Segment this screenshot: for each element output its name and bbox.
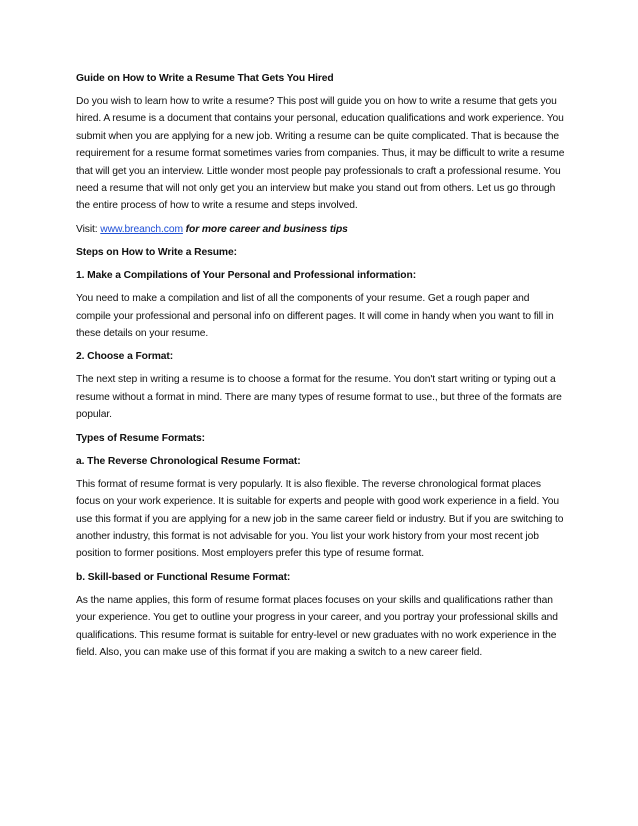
typeA-heading: a. The Reverse Chronological Resume Format: [76,455,301,467]
document-page [76,70,566,667]
visit-prefix: Visit: [76,223,101,235]
visit-line [76,221,566,238]
types-heading: Types of Resume Formats: [76,432,206,444]
step1-heading: 1. Make a Compilations of Your Personal and Professional information: [76,270,417,282]
steps-heading: Steps on How to Write a Resume: [76,247,237,259]
step2-paragraph: The next step in writing a resume is to choose a format for the resume. You don't start writing or typing out a resume without a format in mind. There are many types of resume format to use., but three of the formats are popular. [76,374,562,421]
typeB-paragraph: As the name applies, this form of resume format places focuses on your skills and qualifications rather than your experience. You get to outline your progress in your career, and you portray your professional skills and qualifications. This resume format is suitable for entry-level or new graduates with no work experience in the field. Also, you can make use of this format if you are making a switch to a new career field. [76,594,558,658]
document-title: Guide on How to Write a Resume That Gets You Hired [76,73,334,84]
visit-link[interactable]: www.breanch.com [100,223,183,235]
step1-paragraph: You need to make a compilation and list of all the components of your resume. Get a rough paper and compile your professional and personal info on different pages. It will come in handy when you want to fill in these details on your resume. [76,293,554,340]
step2-heading: 2. Choose a Format: [76,351,174,363]
visit-suffix: for more career and business tips [182,223,348,235]
typeA-paragraph: This format of resume format is very popularly. It is also flexible. The reverse chronological format places focus on your work experience. It is suitable for experts and people with good work experience in a field. You use this format if you are applying for a new job in the same career field or industry. But if you are switching to another industry, this format is not advisable for you. You list your work history from your most recent job position to former positions. Most employers prefer this type of resume format. [76,478,564,560]
intro-paragraph: Do you wish to learn how to write a resume? This post will guide you on how to write a resume that gets you hired. A resume is a document that contains your personal, education qualifications and work experience. You submit when you are applying for a new job. Writing a resume can be quite complicated. That is because the requirement for a resume format sometimes varies from companies. Thus, it may be difficult to write a resume that will get you an interview. Little wonder most people pay professionals to craft a professional resume. You need a resume that will not only get you an interview but make you stand out from others. Let us go through the entire process of how to write a resume and steps involved. [76,96,565,212]
typeB-heading: b. Skill-based or Functional Resume Format: [76,571,291,583]
